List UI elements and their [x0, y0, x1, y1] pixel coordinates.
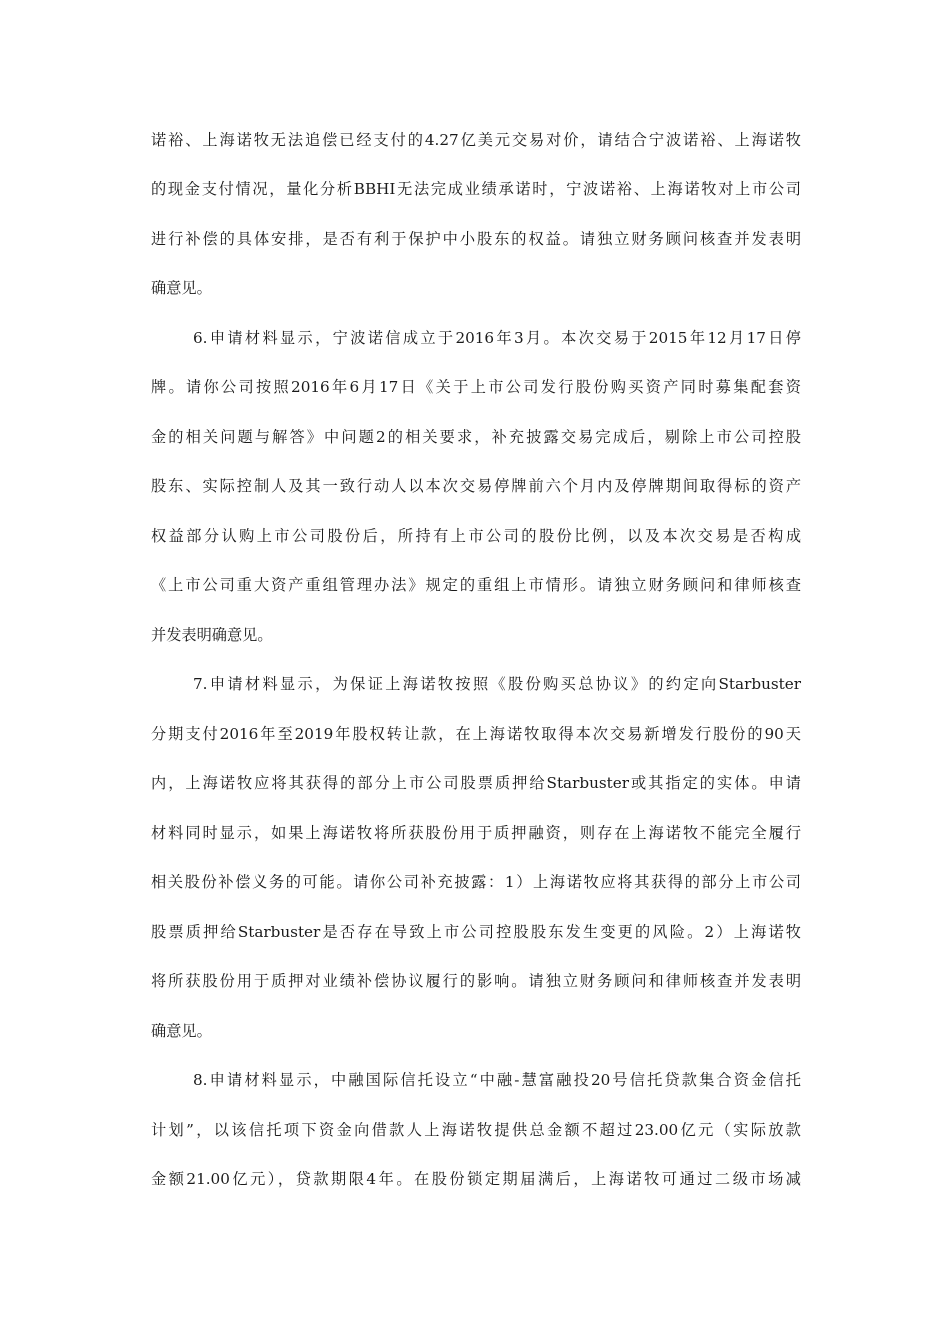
text-line: 并发表明确意见。 [151, 626, 273, 644]
text-line: 《上市公司重大资产重组管理办法》规定的重组上市情形。请独立财务顾问和律师核查 [151, 576, 801, 594]
text-line: 内，上海诺牧应将其获得的部分上市公司股票质押给Starbuster或其指定的实体。申请 [151, 774, 801, 792]
text-line: 股东、实际控制人及其一致行动人以本次交易停牌前六个月内及停牌期间取得标的资产 [151, 477, 801, 495]
text-line: 股票质押给Starbuster是否存在导致上市公司控股股东发生变更的风险。2）上海诺牧 [151, 923, 801, 941]
text-line: 分期支付2016年至2019年股权转让款，在上海诺牧取得本次交易新增发行股份的90天 [151, 725, 801, 743]
text-line: 确意见。 [151, 279, 212, 297]
paragraph-start-line: 6.申请材料显示，宁波诺信成立于2016年3月。本次交易于2015年12月17日停 [193, 329, 801, 347]
text-line: 计划”，以该信托项下资金向借款人上海诺牧提供总金额不超过23.00亿元（实际放款 [151, 1121, 801, 1139]
text-line: 诺裕、上海诺牧无法追偿已经支付的4.27亿美元交易对价，请结合宁波诺裕、上海诺牧 [151, 131, 801, 149]
text-line: 金额21.00亿元），贷款期限4年。在股份锁定期届满后，上海诺牧可通过二级市场减 [151, 1170, 801, 1188]
text-line: 相关股份补偿义务的可能。请你公司补充披露：1）上海诺牧应将其获得的部分上市公司 [151, 873, 801, 891]
text-line: 权益部分认购上市公司股份后，所持有上市公司的股份比例，以及本次交易是否构成 [151, 527, 801, 545]
paragraph-start-line: 8.申请材料显示，中融国际信托设立“中融-慧富融投20号信托贷款集合资金信托 [193, 1071, 801, 1089]
text-line: 牌。请你公司按照2016年6月17日《关于上市公司发行股份购买资产同时募集配套资 [151, 378, 801, 396]
text-line: 确意见。 [151, 1022, 212, 1040]
text-line: 的现金支付情况，量化分析BBHI无法完成业绩承诺时，宁波诺裕、上海诺牧对上市公司 [151, 180, 801, 198]
text-line: 将所获股份用于质押对业绩补偿协议履行的影响。请独立财务顾问和律师核查并发表明 [151, 972, 801, 990]
text-line: 金的相关问题与解答》中问题2的相关要求，补充披露交易完成后，剔除上市公司控股 [151, 428, 801, 446]
paragraph-start-line: 7.申请材料显示，为保证上海诺牧按照《股份购买总协议》的约定向Starbuster [193, 675, 801, 693]
text-line: 材料同时显示，如果上海诺牧将所获股份用于质押融资，则存在上海诺牧不能完全履行 [151, 824, 801, 842]
text-line: 进行补偿的具体安排，是否有利于保护中小股东的权益。请独立财务顾问核查并发表明 [151, 230, 801, 248]
